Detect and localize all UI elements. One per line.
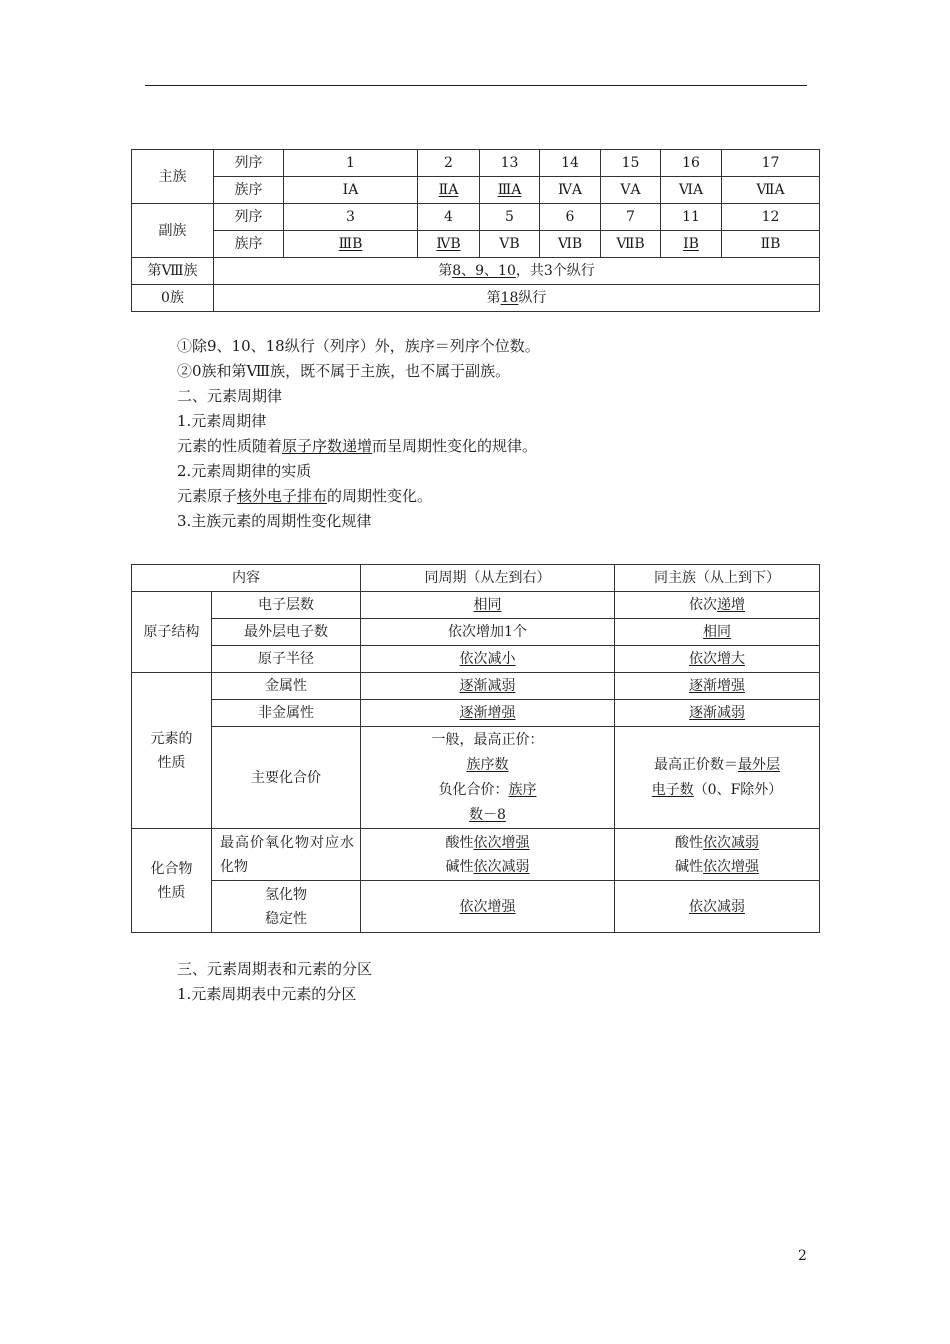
p1-pre: 元素的性质随着	[177, 437, 283, 455]
compound-label-text: 化合物性质	[150, 860, 193, 901]
sub-col: 11	[661, 204, 722, 231]
group8-text	[214, 258, 820, 285]
period-cell	[361, 700, 615, 727]
oxide-period-l1-pre: 酸性	[445, 834, 474, 851]
atomic-structure-label	[132, 592, 212, 673]
period-u: 逐渐增强	[459, 705, 516, 721]
valence-group-l2-post: （0、F除外）	[693, 781, 783, 798]
sub-col: 4	[418, 204, 480, 231]
header-period: 同周期（从左到右）	[361, 565, 615, 592]
sub-fam	[661, 231, 722, 258]
group0-text	[214, 285, 820, 312]
group-cell	[615, 881, 820, 933]
group0-u: 18	[500, 290, 519, 306]
sub-col: 12	[722, 204, 820, 231]
family-order-label: 族序	[214, 177, 284, 204]
header-content: 内容	[132, 565, 361, 592]
sub-fam: ⅦB	[601, 231, 661, 258]
group8-post: ，共3个纵行	[515, 263, 595, 279]
group-cell	[615, 646, 820, 673]
subheading-2-1: 1.元素周期律	[177, 412, 267, 430]
oxide-group-l1-pre: 酸性	[675, 834, 703, 851]
sub-fam: ⅥB	[540, 231, 601, 258]
header-rule	[145, 85, 807, 86]
valence-period-l3-pre: 负化合价：	[438, 781, 509, 798]
valence-period-l2-u: 族序数	[466, 756, 509, 773]
periodic-law-table	[131, 564, 820, 933]
period-cell	[361, 881, 615, 933]
main-col: 13	[480, 150, 540, 177]
oxide-period-l2-u: 依次减弱	[473, 858, 530, 875]
sub-fam-u: ⅠB	[683, 236, 699, 252]
group-cell	[615, 592, 820, 619]
hydride-group-u: 依次减弱	[689, 898, 745, 915]
main-col: 17	[722, 150, 820, 177]
group-cell	[615, 829, 820, 881]
col-order-label: 列序	[214, 150, 284, 177]
oxide-group-l2	[615, 855, 819, 879]
group-u: 逐渐增强	[689, 678, 745, 694]
main-fam	[418, 177, 480, 204]
page-number: 2	[798, 1248, 807, 1264]
sub-col: 3	[284, 204, 418, 231]
oxide-group-l2-pre: 碱性	[675, 858, 703, 875]
main-fam: ⅣA	[540, 177, 601, 204]
subheading-2-2: 2.元素周期律的实质	[177, 462, 312, 480]
oxide-group-l2-u: 依次增强	[703, 858, 759, 875]
row-name: 电子层数	[212, 592, 361, 619]
p1-u: 原子序数递增	[282, 437, 373, 455]
period-cell	[361, 673, 615, 700]
sub-fam-u: ⅣB	[436, 236, 461, 252]
period-u: 逐渐减弱	[459, 678, 516, 694]
element-property-label	[132, 673, 212, 829]
sub-col: 6	[540, 204, 601, 231]
main-fam-u: ⅢA	[497, 182, 522, 198]
sub-col: 5	[480, 204, 540, 231]
period-cell	[361, 829, 615, 881]
p2-pre: 元素原子	[177, 487, 238, 505]
note-2: ②0族和第Ⅷ族，既不属于主族，也不属于副族。	[177, 362, 511, 380]
valence-period-l3	[361, 778, 614, 803]
period-cell	[361, 592, 615, 619]
sub-fam	[418, 231, 480, 258]
row-name: 最外层电子数	[212, 619, 361, 646]
valence-group-l2-u: 电子数	[651, 781, 694, 798]
period-u: 依次减小	[459, 651, 516, 667]
valence-period-l3-u: 族序	[508, 781, 537, 798]
main-fam	[480, 177, 540, 204]
group8-u: 8、9、10	[452, 263, 516, 279]
hydride-period-u: 依次增强	[459, 898, 516, 915]
p2-u: 核外电子排布	[237, 487, 328, 505]
valence-period-l1: 一般，最高正价：	[431, 731, 544, 748]
valence-group-l1-u: 最外层	[738, 756, 780, 773]
sub-fam	[284, 231, 418, 258]
sub-col: 7	[601, 204, 661, 231]
paragraph-1	[177, 436, 537, 456]
paragraph-2	[177, 486, 432, 506]
oxide-period-l1-u: 依次增强	[473, 834, 530, 851]
sub-fam: ⅤB	[480, 231, 540, 258]
row-name: 原子半径	[212, 646, 361, 673]
group0-label: 0族	[132, 285, 214, 312]
main-fam: ⅦA	[722, 177, 820, 204]
subheading-3-1: 1.元素周期表中元素的分区	[177, 985, 357, 1003]
valence-group-l1	[615, 753, 819, 778]
family-order-label: 族序	[214, 231, 284, 258]
row-name: 主要化合价	[212, 727, 361, 829]
p1-post: 而呈周期性变化的规律。	[372, 437, 538, 455]
main-col: 1	[284, 150, 418, 177]
compound-property-label	[132, 829, 212, 933]
valence-period-l2	[361, 753, 614, 778]
main-fam: ⅥA	[661, 177, 722, 204]
group-table	[131, 149, 820, 312]
group-u: 递增	[717, 597, 745, 613]
group-u: 逐渐减弱	[689, 705, 745, 721]
main-col: 14	[540, 150, 601, 177]
period-cell: 依次增加1个	[361, 619, 615, 646]
sub-fam-u: ⅢB	[338, 236, 363, 252]
group-cell	[615, 619, 820, 646]
header-group: 同主族（从上到下）	[615, 565, 820, 592]
section-heading-3: 三、元素周期表和元素的分区	[177, 960, 373, 978]
group-u: 依次增大	[689, 651, 745, 667]
valence-period-l4-u: 数－8	[469, 806, 506, 823]
oxide-name: 最高价氧化物对应水化物	[220, 834, 354, 875]
main-group-label: 主族	[132, 150, 214, 204]
main-fam-u: ⅡA	[438, 182, 459, 198]
group0-pre: 第	[486, 290, 501, 306]
period-cell	[361, 646, 615, 673]
main-col: 15	[601, 150, 661, 177]
period-u: 相同	[473, 597, 502, 613]
sub-group-label: 副族	[132, 204, 214, 258]
valence-period-l4	[361, 803, 614, 828]
group-cell	[615, 700, 820, 727]
row-name	[212, 881, 361, 933]
main-fam: ⅤA	[601, 177, 661, 204]
section-heading-2: 二、元素周期律	[177, 387, 283, 405]
hydride-name-l1: 氢化物	[265, 886, 307, 903]
hydride-name-l2: 稳定性	[265, 910, 307, 927]
valence-group-l2	[615, 778, 819, 803]
oxide-period-l2	[361, 855, 614, 879]
subheading-2-3: 3.主族元素的周期性变化规律	[177, 512, 372, 530]
sub-fam: ⅡB	[722, 231, 820, 258]
row-name: 非金属性	[212, 700, 361, 727]
row-name: 金属性	[212, 673, 361, 700]
note-1: ①除9、10、18纵行（列序）外，族序＝列序个位数。	[177, 337, 540, 355]
oxide-group-l1	[615, 831, 819, 855]
group8-label: 第Ⅷ族	[132, 258, 214, 285]
oxide-group-l1-u: 依次减弱	[703, 834, 759, 851]
main-fam: ⅠA	[284, 177, 418, 204]
col-order-label: 列序	[214, 204, 284, 231]
element-label-text: 元素的性质	[150, 730, 193, 771]
p2-post: 的周期性变化。	[327, 487, 433, 505]
group-u: 相同	[703, 624, 731, 640]
main-col: 16	[661, 150, 722, 177]
group8-pre: 第	[438, 263, 453, 279]
row-name	[212, 829, 361, 881]
main-col: 2	[418, 150, 480, 177]
valence-group-l1-pre: 最高正价数＝	[654, 756, 738, 773]
atomic-label-text: 原子结构	[143, 624, 200, 640]
period-cell	[361, 727, 615, 829]
oxide-period-l1	[361, 831, 614, 855]
group-cell	[615, 673, 820, 700]
group-cell	[615, 727, 820, 829]
group0-post: 纵行	[518, 290, 547, 306]
oxide-period-l2-pre: 碱性	[445, 858, 474, 875]
group-pre: 依次	[689, 597, 717, 613]
